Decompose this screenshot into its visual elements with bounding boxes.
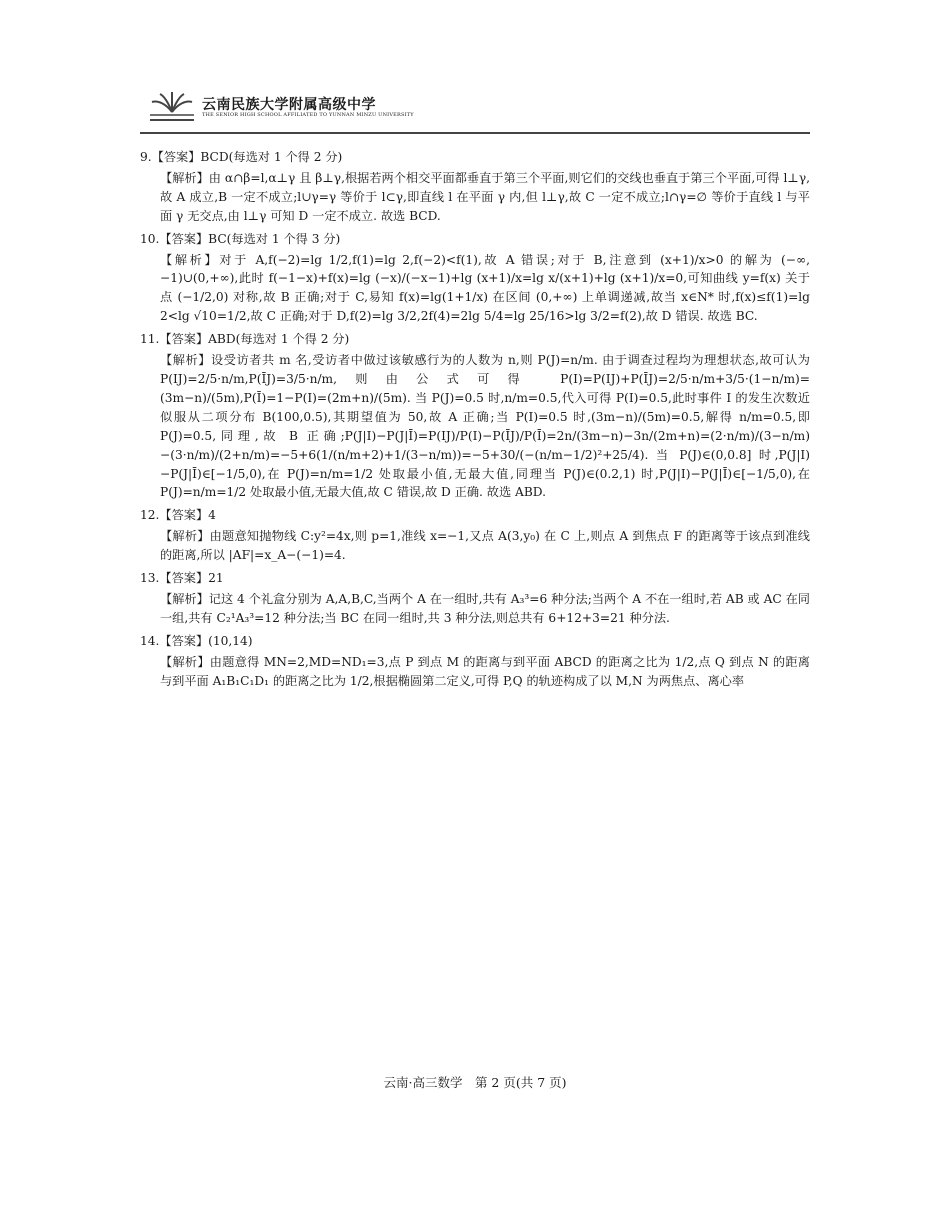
analysis-text: 【解析】由 α∩β=l,α⊥γ 且 β⊥γ,根据若两个相交平面都垂直于第三个平面,则它们的交线也垂直于第三个平面,可得 l⊥γ,故 A 成立,B 一定不成立;l∪γ=γ 等价于 l⊂γ,即直线 l 在平面 γ 内,但 l⊥γ,故 C 一定不成立;l∩γ=∅ 等价于直线 l 与平面 γ 无交点,由 l⊥γ 可知 D 一定不成立. 故选 BCD. <box>160 170 810 223</box>
question-13 <box>140 569 810 628</box>
page-footer: 云南·高三数学 第 2 页(共 7 页) <box>383 1075 567 1090</box>
analysis-text: 【解析】记这 4 个礼盒分别为 A,A,B,C,当两个 A 在一组时,共有 A₃³=6 种分法;当两个 A 不在一组时,若 AB 或 AC 在同一组,共有 C₂¹A₃³=12 种分法;当 BC 在同一组时,共 3 种分法,则总共有 6+12+3=21 种分法. <box>160 591 810 625</box>
header-divider <box>140 132 810 134</box>
school-name-cn: 云南民族大学附属高级中学 <box>202 97 376 113</box>
answer-line: 13.【答案】21 <box>140 571 224 586</box>
page-header <box>140 84 810 134</box>
analysis-text: 【解析】设受访者共 m 名,受访者中做过该敏感行为的人数为 n,则 P(J)=n/m. 由于调查过程均为理想状态,故可认为 P(IJ)=2/5·n/m,P(ĪJ)=3/5·n/m,则由公式可得 P(I)=P(IJ)+P(ĪJ)=2/5·n/m+3/5·(1−n/m)=(3m−n)/(5m),P(Ī)=1−P(I)=(2m+n)/(5m). 当 P(J)=0.5 时,n/m=0.5,代入可得 P(I)=0.5,此时事件 I 的发生次数近似服从二项分布 B(100,0.5),其期望值为 50,故 A 正确;当 P(I)=0.5 时,(3m−n)/(5m)=0.5,解得 n/m=0.5,即 P(J)=0.5,同理,故 B 正确;P(J|I)−P(J|Ī)=P(IJ)/P(I)−P(ĪJ)/P(Ī)=2n/(3m−n)−3n/(2m+n)=(2·n/m)/(3−n/m)−(3·n/m)/(2+n/m)=−5+6(1/(n/m+2)+1/(3−n/m))=−5+30/(−(n/m−1/2)²+25/4). 当 P(J)∈(0,0.8] 时,P(J|I)−P(J|Ī)∈[−1/5,0),在 P(J)=n/m=1/2 处取最小值,无最大值,同理当 P(J)∈(0.2,1) 时,P(J|I)−P(J|Ī)∈[−1/5,0),在 P(J)=n/m=1/2 处取最小值,无最大值,故 C 错误,故 D 正确. 故选 ABD. <box>160 353 814 500</box>
analysis-text: 【解析】由题意知抛物线 C:y²=4x,则 p=1,准线 x=−1,又点 A(3,y₀) 在 C 上,则点 A 到焦点 F 的距离等于该点到准线的距离,所以 |AF|=x_A−(−1)=4. <box>160 529 810 563</box>
answer-line: 14.【答案】(10,14) <box>140 633 253 648</box>
school-logo-icon <box>148 90 196 124</box>
answer-line: 10.【答案】BC(每选对 1 个得 3 分) <box>140 231 341 246</box>
question-12 <box>140 506 810 565</box>
question-10 <box>140 230 814 327</box>
question-14 <box>140 632 810 691</box>
question-9 <box>140 148 810 226</box>
analysis-text: 【解析】由题意得 MN=2,MD=ND₁=3,点 P 到点 M 的距离与到平面 ABCD 的距离之比为 1/2,点 Q 到点 N 的距离与到平面 A₁B₁C₁D₁ 的距离之比为 1/2,根据椭圆第二定义,可得 P,Q 的轨迹构成了以 M,N 为两焦点、离心率 <box>160 654 810 688</box>
answer-line: 9.【答案】BCD(每选对 1 个得 2 分) <box>140 150 343 164</box>
analysis-text: 【解析】对于 A,f(−2)=lg 1/2,f(1)=lg 2,f(−2)<f(1),故 A 错误;对于 B,注意到 (x+1)/x>0 的解为 (−∞,−1)∪(0,+∞),此时 f(−1−x)+f(x)=lg (−x)/(−x−1)+lg (x+1)/x=lg x/(x+1)+lg (x+1)/x=0,可知曲线 y=f(x) 关于点 (−1/2,0) 对称,故 B 正确;对于 C,易知 f(x)=lg(1+1/x) 在区间 (0,+∞) 上单调递减,故当 x∈N* 时,f(x)≤f(1)=lg 2<lg √10=1/2,故 C 正确;对于 D,f(2)=lg 3/2,2f(4)=2lg 5/4=lg 25/16>lg 3/2=f(2),故 D 错误. 故选 BC. <box>160 252 814 324</box>
answer-line: 11.【答案】ABD(每选对 1 个得 2 分) <box>140 332 350 347</box>
answer-line: 12.【答案】4 <box>140 508 216 523</box>
answer-content <box>140 148 814 694</box>
school-name-en: THE SENIOR HIGH SCHOOL AFFILIATED TO YUNNAN MINZU UNIVERSITY <box>202 112 414 118</box>
question-11 <box>140 330 814 502</box>
